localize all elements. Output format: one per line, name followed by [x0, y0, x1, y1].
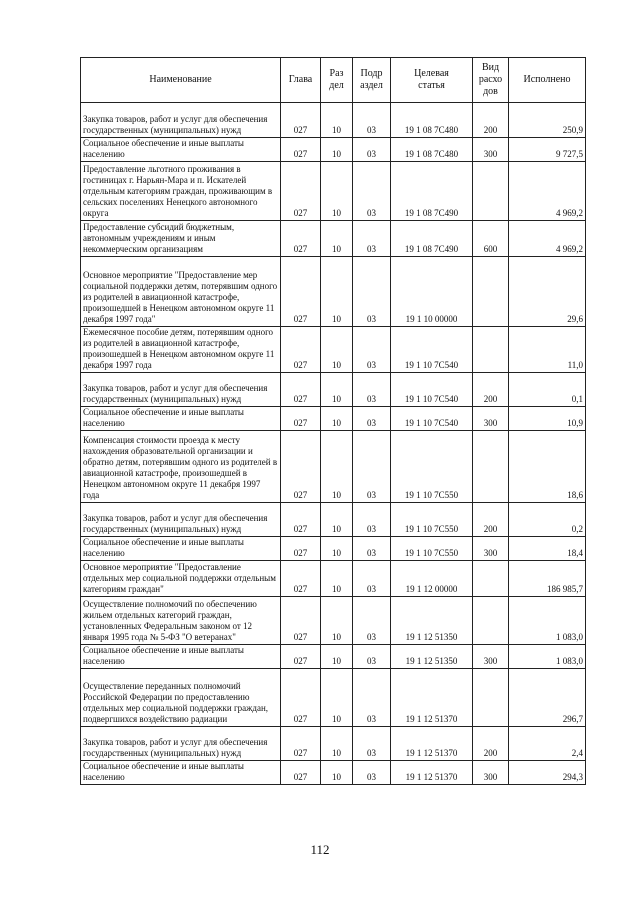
cell-razdel: 10 [321, 162, 353, 221]
cell-name: Социальное обеспечение и иные выплаты населению [81, 407, 281, 431]
table-row [81, 103, 586, 138]
budget-table [80, 57, 586, 785]
table-row [81, 221, 586, 257]
cell-glava: 027 [281, 407, 321, 431]
table-row [81, 503, 586, 537]
cell-ispolneno: 29,6 [509, 257, 586, 327]
cell-name: Социальное обеспечение и иные выплаты населению [81, 537, 281, 561]
cell-celevaya: 19 1 12 51350 [391, 645, 473, 669]
cell-celevaya: 19 1 10 7С540 [391, 407, 473, 431]
cell-glava: 027 [281, 373, 321, 407]
cell-razdel: 10 [321, 561, 353, 597]
cell-glava: 027 [281, 221, 321, 257]
table-row [81, 537, 586, 561]
cell-vid: 200 [473, 103, 509, 138]
cell-razdel: 10 [321, 431, 353, 503]
cell-razdel: 10 [321, 103, 353, 138]
cell-celevaya: 19 1 12 51370 [391, 761, 473, 785]
cell-podrazdel: 03 [353, 138, 391, 162]
cell-ispolneno: 294,3 [509, 761, 586, 785]
table-row [81, 561, 586, 597]
cell-vid: 200 [473, 373, 509, 407]
cell-podrazdel: 03 [353, 669, 391, 727]
cell-name: Закупка товаров, работ и услуг для обеспечения государственных (муниципальных) нужд [81, 727, 281, 761]
cell-razdel: 10 [321, 257, 353, 327]
cell-name: Предоставление субсидий бюджетным, автономным учреждениям и иным некоммерческим организациям [81, 221, 281, 257]
cell-celevaya: 19 1 12 51350 [391, 597, 473, 645]
cell-vid [473, 597, 509, 645]
cell-ispolneno: 4 969,2 [509, 221, 586, 257]
cell-glava: 027 [281, 645, 321, 669]
cell-celevaya: 19 1 10 7С540 [391, 327, 473, 373]
cell-vid: 300 [473, 645, 509, 669]
cell-celevaya: 19 1 08 7С490 [391, 162, 473, 221]
cell-ispolneno: 0,2 [509, 503, 586, 537]
cell-ispolneno: 4 969,2 [509, 162, 586, 221]
cell-vid: 300 [473, 537, 509, 561]
cell-razdel: 10 [321, 138, 353, 162]
cell-podrazdel: 03 [353, 537, 391, 561]
cell-podrazdel: 03 [353, 327, 391, 373]
cell-razdel: 10 [321, 645, 353, 669]
cell-podrazdel: 03 [353, 761, 391, 785]
cell-celevaya: 19 1 10 00000 [391, 257, 473, 327]
cell-podrazdel: 03 [353, 727, 391, 761]
cell-ispolneno: 18,4 [509, 537, 586, 561]
cell-celevaya: 19 1 08 7С490 [391, 221, 473, 257]
cell-ispolneno: 18,6 [509, 431, 586, 503]
table-row [81, 373, 586, 407]
table-row [81, 645, 586, 669]
cell-name: Основное мероприятие "Предоставление мер социальной поддержки детям, потерявшим одного из родителей в авиационной катастрофе, произошедшей в Ненецком автономном округе 11 декабря 1997 года" [81, 257, 281, 327]
cell-glava: 027 [281, 669, 321, 727]
cell-glava: 027 [281, 727, 321, 761]
cell-razdel: 10 [321, 327, 353, 373]
header-glava: Глава [281, 58, 321, 103]
table-row [81, 669, 586, 727]
cell-vid [473, 162, 509, 221]
table-row [81, 162, 586, 221]
cell-vid: 200 [473, 503, 509, 537]
cell-glava: 027 [281, 103, 321, 138]
table-row [81, 257, 586, 327]
cell-name: Закупка товаров, работ и услуг для обеспечения государственных (муниципальных) нужд [81, 103, 281, 138]
cell-vid [473, 327, 509, 373]
cell-vid [473, 561, 509, 597]
cell-celevaya: 19 1 08 7С480 [391, 138, 473, 162]
cell-vid: 300 [473, 138, 509, 162]
table-row [81, 761, 586, 785]
cell-podrazdel: 03 [353, 503, 391, 537]
header-vid: Вид расхо дов [473, 58, 509, 103]
header-podrazdel: Подр аздел [353, 58, 391, 103]
cell-vid [473, 257, 509, 327]
cell-name: Предоставление льготного проживания в гостиницах г. Нарьян-Мара и п. Искателей отдельным категориям граждан, проживающим в сельских поселениях Ненецкого автономного округа [81, 162, 281, 221]
cell-vid [473, 431, 509, 503]
cell-ispolneno: 11,0 [509, 327, 586, 373]
cell-glava: 027 [281, 503, 321, 537]
table-row [81, 597, 586, 645]
table-row [81, 138, 586, 162]
cell-razdel: 10 [321, 373, 353, 407]
header-celevaya: Целевая статья [391, 58, 473, 103]
cell-celevaya: 19 1 12 00000 [391, 561, 473, 597]
table-header-row [81, 58, 586, 103]
cell-glava: 027 [281, 561, 321, 597]
cell-name: Социальное обеспечение и иные выплаты населению [81, 645, 281, 669]
cell-podrazdel: 03 [353, 103, 391, 138]
cell-podrazdel: 03 [353, 431, 391, 503]
cell-razdel: 10 [321, 221, 353, 257]
cell-celevaya: 19 1 10 7С550 [391, 537, 473, 561]
cell-name: Осуществление полномочий по обеспечению жильем отдельных категорий граждан, установленных Федеральным законом от 12 января 1995 года № 5-ФЗ "О ветеранах" [81, 597, 281, 645]
cell-ispolneno: 1 083,0 [509, 597, 586, 645]
page-number: 112 [310, 842, 330, 857]
cell-name: Компенсация стоимости проезда к месту нахождения образовательной организации и обратно детям, потерявшим одного из родителей в авиационной катастрофе, произошедшей в Ненецком автономном округе 11 декабря 1997 года [81, 431, 281, 503]
cell-razdel: 10 [321, 537, 353, 561]
header-ispolneno: Исполнено [509, 58, 586, 103]
cell-glava: 027 [281, 431, 321, 503]
cell-name: Социальное обеспечение и иные выплаты населению [81, 138, 281, 162]
cell-glava: 027 [281, 138, 321, 162]
cell-vid: 300 [473, 761, 509, 785]
cell-name: Ежемесячное пособие детям, потерявшим одного из родителей в авиационной катастрофе, произошедшей в Ненецком автономном округе 11 декабря 1997 года [81, 327, 281, 373]
cell-celevaya: 19 1 12 51370 [391, 727, 473, 761]
cell-glava: 027 [281, 597, 321, 645]
cell-podrazdel: 03 [353, 561, 391, 597]
cell-glava: 027 [281, 537, 321, 561]
cell-ispolneno: 2,4 [509, 727, 586, 761]
cell-razdel: 10 [321, 407, 353, 431]
cell-podrazdel: 03 [353, 407, 391, 431]
cell-celevaya: 19 1 10 7С550 [391, 431, 473, 503]
cell-name: Социальное обеспечение и иные выплаты населению [81, 761, 281, 785]
cell-vid: 200 [473, 727, 509, 761]
cell-vid [473, 669, 509, 727]
cell-glava: 027 [281, 761, 321, 785]
header-name: Наименование [81, 58, 281, 103]
cell-vid: 600 [473, 221, 509, 257]
cell-ispolneno: 1 083,0 [509, 645, 586, 669]
cell-name: Основное мероприятие "Предоставление отдельных мер социальной поддержки отдельным категориям граждан" [81, 561, 281, 597]
header-razdel: Раз дел [321, 58, 353, 103]
cell-razdel: 10 [321, 503, 353, 537]
cell-glava: 027 [281, 162, 321, 221]
cell-podrazdel: 03 [353, 373, 391, 407]
cell-ispolneno: 250,9 [509, 103, 586, 138]
table-row [81, 727, 586, 761]
cell-podrazdel: 03 [353, 257, 391, 327]
cell-podrazdel: 03 [353, 221, 391, 257]
cell-celevaya: 19 1 12 51370 [391, 669, 473, 727]
table-body [81, 103, 586, 785]
cell-razdel: 10 [321, 669, 353, 727]
cell-ispolneno: 296,7 [509, 669, 586, 727]
cell-ispolneno: 186 985,7 [509, 561, 586, 597]
cell-podrazdel: 03 [353, 162, 391, 221]
cell-celevaya: 19 1 10 7С540 [391, 373, 473, 407]
table-row [81, 431, 586, 503]
cell-razdel: 10 [321, 727, 353, 761]
cell-razdel: 10 [321, 597, 353, 645]
cell-name: Закупка товаров, работ и услуг для обеспечения государственных (муниципальных) нужд [81, 503, 281, 537]
cell-celevaya: 19 1 10 7С550 [391, 503, 473, 537]
cell-glava: 027 [281, 257, 321, 327]
cell-name: Осуществление переданных полномочий Российской Федерации по предоставлению отдельных мер социальной поддержки граждан, подвергшихся воздействию радиации [81, 669, 281, 727]
table-row [81, 327, 586, 373]
cell-ispolneno: 10,9 [509, 407, 586, 431]
table-row [81, 407, 586, 431]
cell-podrazdel: 03 [353, 597, 391, 645]
cell-ispolneno: 9 727,5 [509, 138, 586, 162]
cell-vid: 300 [473, 407, 509, 431]
cell-ispolneno: 0,1 [509, 373, 586, 407]
cell-name: Закупка товаров, работ и услуг для обеспечения государственных (муниципальных) нужд [81, 373, 281, 407]
cell-celevaya: 19 1 08 7С480 [391, 103, 473, 138]
cell-razdel: 10 [321, 761, 353, 785]
cell-podrazdel: 03 [353, 645, 391, 669]
cell-glava: 027 [281, 327, 321, 373]
